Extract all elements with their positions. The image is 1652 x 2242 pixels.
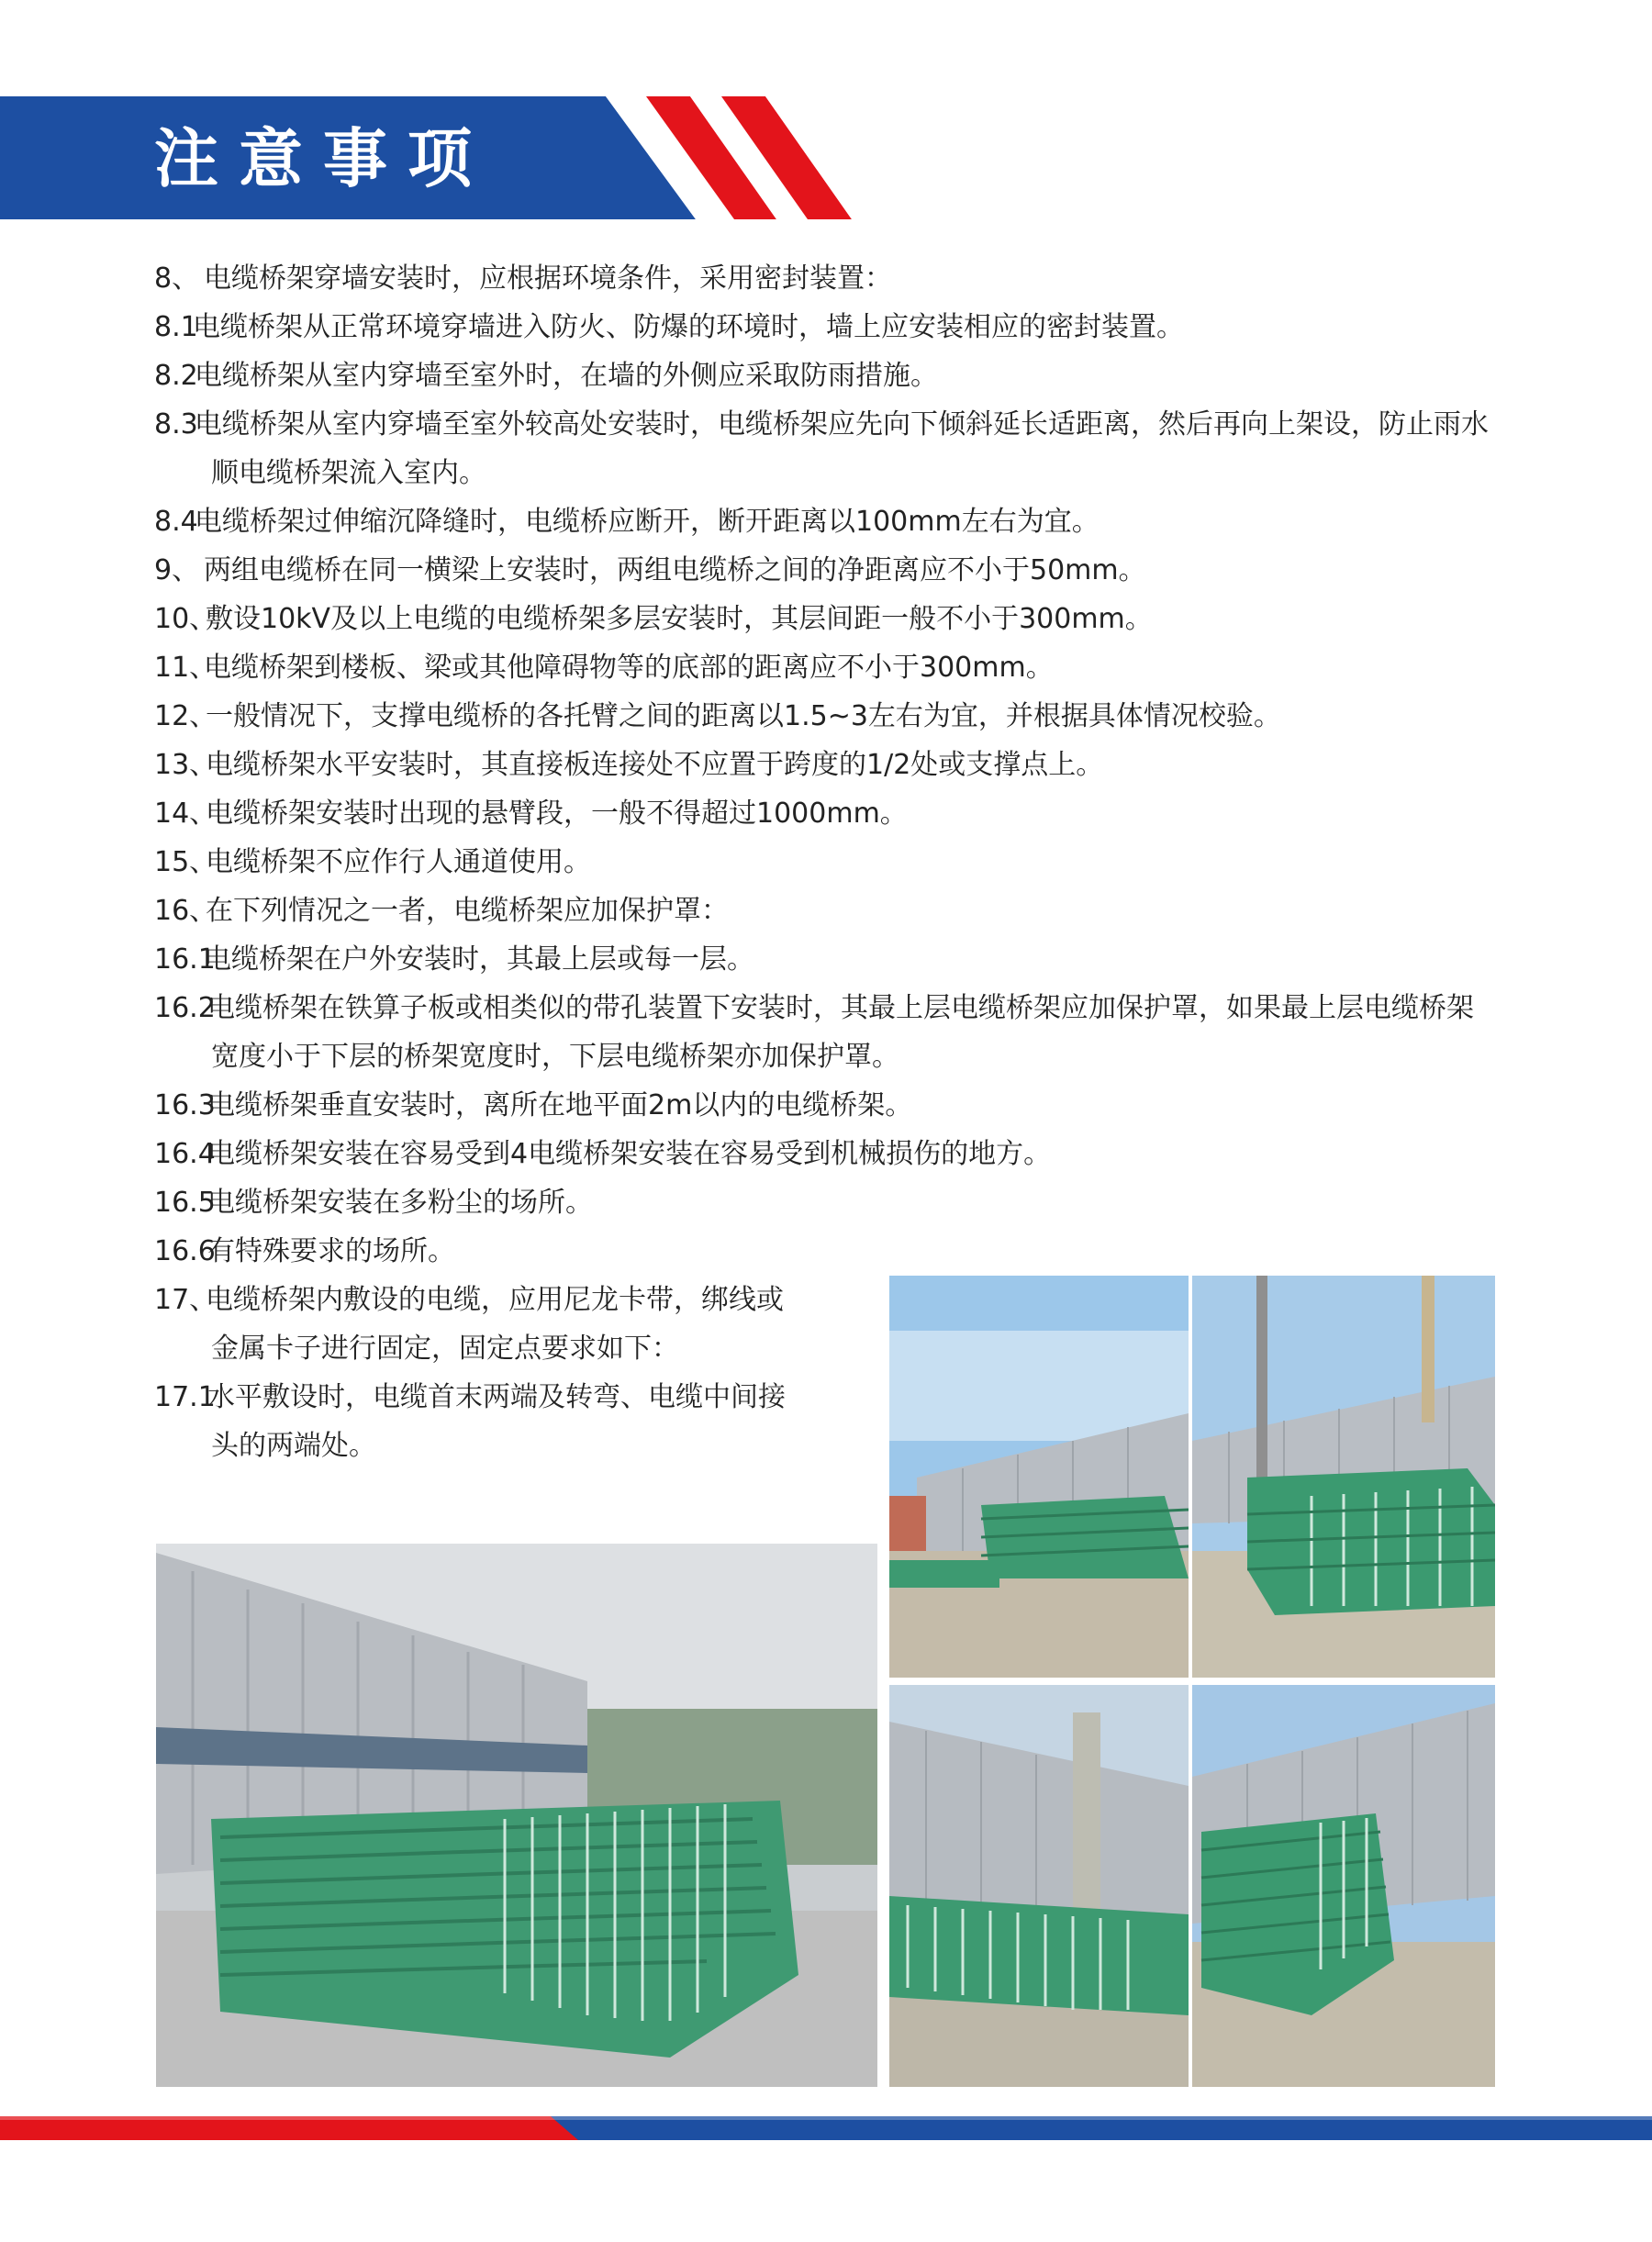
note-text: 电缆桥架安装在多粉尘的场所。: [207, 1187, 593, 1219]
note-text: 敷设10kV及以上电缆的电缆桥架多层安装时，其层间距一般不小于300mm。: [206, 603, 1153, 635]
note-number: 16.2: [154, 992, 216, 1024]
note-text: 电缆桥架在户外安装时，其最上层或每一层。: [204, 943, 754, 976]
note-number: 14、: [154, 798, 218, 830]
note-text-continued: 头的两端处。: [211, 1430, 376, 1462]
factory-photo-top-right: [1192, 1276, 1495, 1678]
note-number: 8.1: [154, 311, 198, 343]
note-item: [154, 698, 1281, 735]
note-text: 电缆桥架垂直安装时，离所在地平面2m以内的电缆桥架。: [207, 1089, 913, 1121]
note-text: 在下列情况之一者，电缆桥架应加保护罩：: [206, 895, 729, 927]
note-text-continued: 宽度小于下层的桥架宽度时，下层电缆桥架亦加保护罩。: [211, 1041, 899, 1073]
note-item: [154, 844, 591, 881]
note-number: 9、: [154, 554, 200, 586]
note-text: 一般情况下，支撑电缆桥的各托臂之间的距离以1.5~3左右为宜，并根据具体情况校验。: [206, 700, 1281, 732]
note-number: 12、: [154, 700, 218, 732]
note-text: 电缆桥架不应作行人通道使用。: [206, 846, 591, 878]
cable-tray-stack-photo-icon: [889, 1276, 1189, 1678]
note-item: [154, 261, 892, 297]
note-text: 电缆桥架过伸缩沉降缝时，电缆桥应断开，断开距离以100mm左右为宜。: [195, 506, 1099, 538]
note-number: 8、: [154, 262, 200, 295]
note-number: 16.5: [154, 1187, 216, 1219]
note-number: 16.4: [154, 1138, 216, 1170]
factory-photo-bottom-right: [1192, 1685, 1495, 2087]
note-text: 电缆桥架在铁算子板或相类似的带孔装置下安装时，其最上层电缆桥架应加保护罩，如果最上层电缆桥架: [207, 992, 1474, 1024]
factory-photo-large: [156, 1544, 877, 2087]
note-number: 8.4: [154, 506, 198, 538]
footer-stripe: [0, 2116, 1652, 2140]
page-title: 注意事项: [154, 121, 492, 196]
note-text: 有特殊要求的场所。: [207, 1235, 455, 1267]
factory-photo-bottom-left: [889, 1685, 1189, 2087]
note-number: 17、: [154, 1284, 218, 1316]
note-number: 16.1: [154, 943, 216, 976]
note-item: [154, 407, 1489, 443]
note-text: 电缆桥架从正常环境穿墙进入防火、防爆的环境时，墙上应安装相应的密封装置。: [193, 311, 1184, 343]
note-item: [154, 893, 729, 930]
note-text: 电缆桥架安装时出现的悬臂段，一般不得超过1000mm。: [206, 798, 908, 830]
note-text: 电缆桥架水平安装时，其直接板连接处不应置于跨度的1/2处或支撑点上。: [206, 749, 1104, 781]
note-text: 两组电缆桥在同一横梁上安装时，两组电缆桥之间的净距离应不小于50mm。: [204, 554, 1146, 586]
note-number: 13、: [154, 749, 218, 781]
note-text: 电缆桥架安装在容易受到4电缆桥架安装在容易受到机械损伤的地方。: [207, 1138, 1052, 1170]
note-item: [154, 504, 1099, 541]
note-number: 15、: [154, 846, 218, 878]
note-number: 16、: [154, 895, 218, 927]
note-text-continued: 金属卡子进行固定，固定点要求如下：: [211, 1333, 679, 1365]
note-item: [154, 552, 1146, 589]
note-item: [154, 1185, 593, 1221]
note-number: 16.3: [154, 1089, 216, 1121]
note-number: 10、: [154, 603, 218, 635]
note-text: 电缆桥架穿墙安装时，应根据环境条件，采用密封装置：: [204, 262, 892, 295]
factory-photo-top-left: [889, 1276, 1189, 1678]
note-text-continued: 顺电缆桥架流入室内。: [211, 457, 486, 489]
note-text: 电缆桥架到楼板、梁或其他障碍物等的底部的距离应不小于300mm。: [204, 652, 1054, 684]
note-number: 8.3: [154, 408, 198, 441]
note-item: [154, 358, 938, 395]
cable-tray-stack-photo-icon: [1192, 1685, 1495, 2087]
cable-tray-stack-photo-icon: [156, 1544, 877, 2087]
note-item: [154, 650, 1054, 686]
note-item: [154, 1233, 455, 1270]
note-item: [154, 942, 754, 978]
note-item: [154, 1282, 784, 1319]
note-item: [154, 747, 1104, 784]
note-number: 8.2: [154, 360, 198, 392]
note-item: [154, 796, 908, 832]
note-item: [154, 990, 1474, 1027]
note-item: [154, 1136, 1052, 1173]
note-text: 电缆桥架从室内穿墙至室外较高处安装时，电缆桥架应先向下倾斜延长适距离，然后再向上架设，防止雨水: [195, 408, 1489, 441]
cable-tray-stack-photo-icon: [1192, 1276, 1495, 1678]
note-number: 17.1: [154, 1381, 216, 1413]
note-item: [154, 1379, 786, 1416]
note-item: [154, 1088, 913, 1124]
note-number: 11、: [154, 652, 218, 684]
note-item: [154, 601, 1153, 638]
note-text: 电缆桥架从室内穿墙至室外时，在墙的外侧应采取防雨措施。: [195, 360, 938, 392]
note-text: 水平敷设时，电缆首末两端及转弯、电缆中间接: [207, 1381, 786, 1413]
note-text: 电缆桥架内敷设的电缆，应用尼龙卡带，绑线或: [206, 1284, 784, 1316]
note-number: 16.6: [154, 1235, 216, 1267]
cable-tray-stack-photo-icon: [889, 1685, 1189, 2087]
note-item: [154, 309, 1184, 346]
